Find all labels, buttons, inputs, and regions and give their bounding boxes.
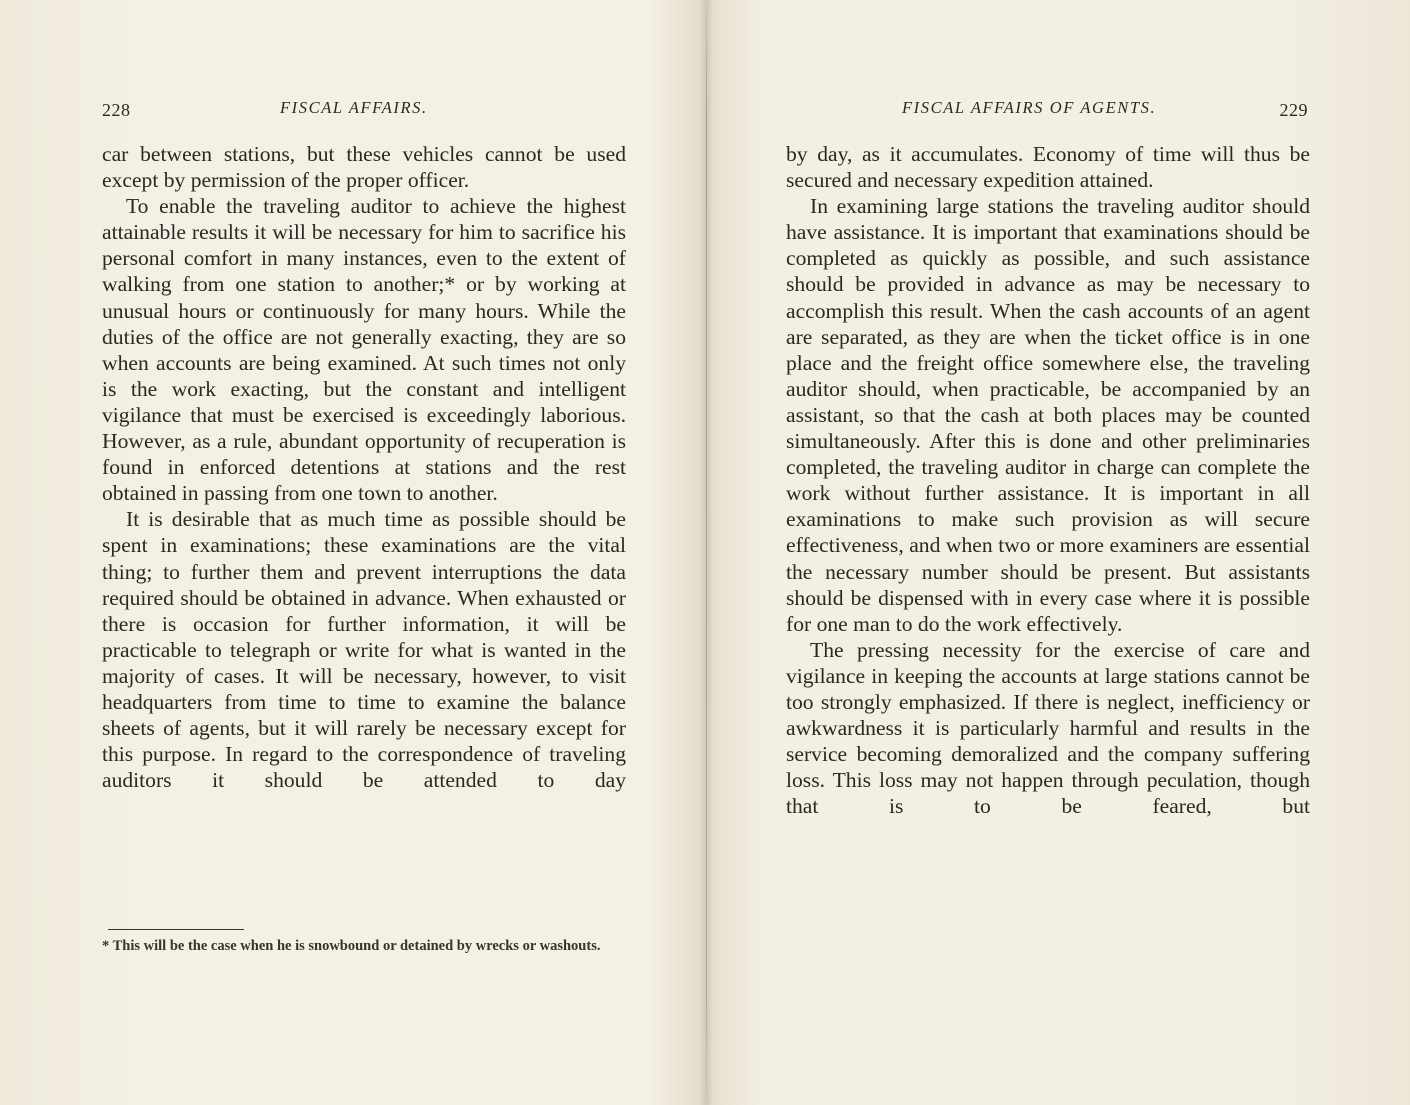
left-page-number: 228 — [102, 100, 131, 120]
paragraph: In examining large stations the traveling auditor should have assistance. It is important that examinations should be completed as quickly as possible, and such assistance should be provided in advance as may be necessary to accomplish this result. When the cash accounts of an agent are separated, as they are when the ticket office is in one place and the freight office somewhere else, the traveling auditor should, when practicable, be accompanied by an assistant, so that the cash at both places may be counted simultaneously. After this is done and other preliminaries completed, the traveling auditor in charge can complete the work without further assistance. It is important in all examinations to make such provision as will secure effectiveness, and when two or more examiners are essential the necessary number should be present. But assistants should be dispensed with in every case where it is possible for one man to do the work effectively. — [786, 194, 1310, 636]
footnote-text: * This will be the case when he is snowbound or detained by wrecks or washouts. — [102, 938, 601, 954]
left-running-head: FISCAL AFFAIRS. — [280, 98, 428, 117]
right-page-header — [786, 96, 1310, 126]
left-page-header — [102, 96, 626, 126]
left-page-body — [102, 141, 626, 793]
paragraph: To enable the traveling auditor to achieve the highest attainable results it will be necessary for him to sacrifice his personal comfort in many instances, even to the extent of walking from one station to another;* or by working at unusual hours or continuously for many hours. While the duties of the office are not generally exacting, they are so when accounts are being examined. At such times not only is the work exacting, but the constant and intelligent vigilance that must be exercised is exceedingly laborious. However, as a rule, abundant opportunity of recuperation is found in enforced detentions at stations and the rest obtained in passing from one town to another. — [102, 194, 626, 506]
footnote — [102, 936, 626, 957]
right-running-head: FISCAL AFFAIRS OF AGENTS. — [902, 98, 1157, 117]
left-page — [102, 0, 626, 1105]
footnote-rule — [108, 929, 244, 930]
right-page — [786, 0, 1310, 1105]
book-gutter — [706, 0, 707, 1105]
right-page-body — [786, 141, 1310, 819]
paragraph: It is desirable that as much time as possible should be spent in examinations; these examinations are the vital thing; to further them and prevent interruptions the data required should be obtained in advance. When exhausted or there is occasion for further information, it will be practicable to telegraph or write for what is wanted in the majority of cases. It will be necessary, however, to visit headquarters from time to time to examine the balance sheets of agents, but it will rarely be necessary except for this purpose. In regard to the correspondence of traveling auditors it should be attended to day — [102, 507, 626, 793]
right-page-number: 229 — [1279, 100, 1308, 120]
paragraph: by day, as it accumulates. Economy of time will thus be secured and necessary expedition attained. — [786, 142, 1310, 193]
paragraph: The pressing necessity for the exercise of care and vigilance in keeping the accounts at large stations cannot be too strongly emphasized. If there is neglect, inefficiency or awkwardness it is particularly harmful and results in the service becoming demoralized and the company suffering loss. This loss may not happen through peculation, though that is to be feared, but — [786, 637, 1310, 819]
paragraph: car between stations, but these vehicles cannot be used except by permission of the proper officer. — [102, 142, 626, 193]
